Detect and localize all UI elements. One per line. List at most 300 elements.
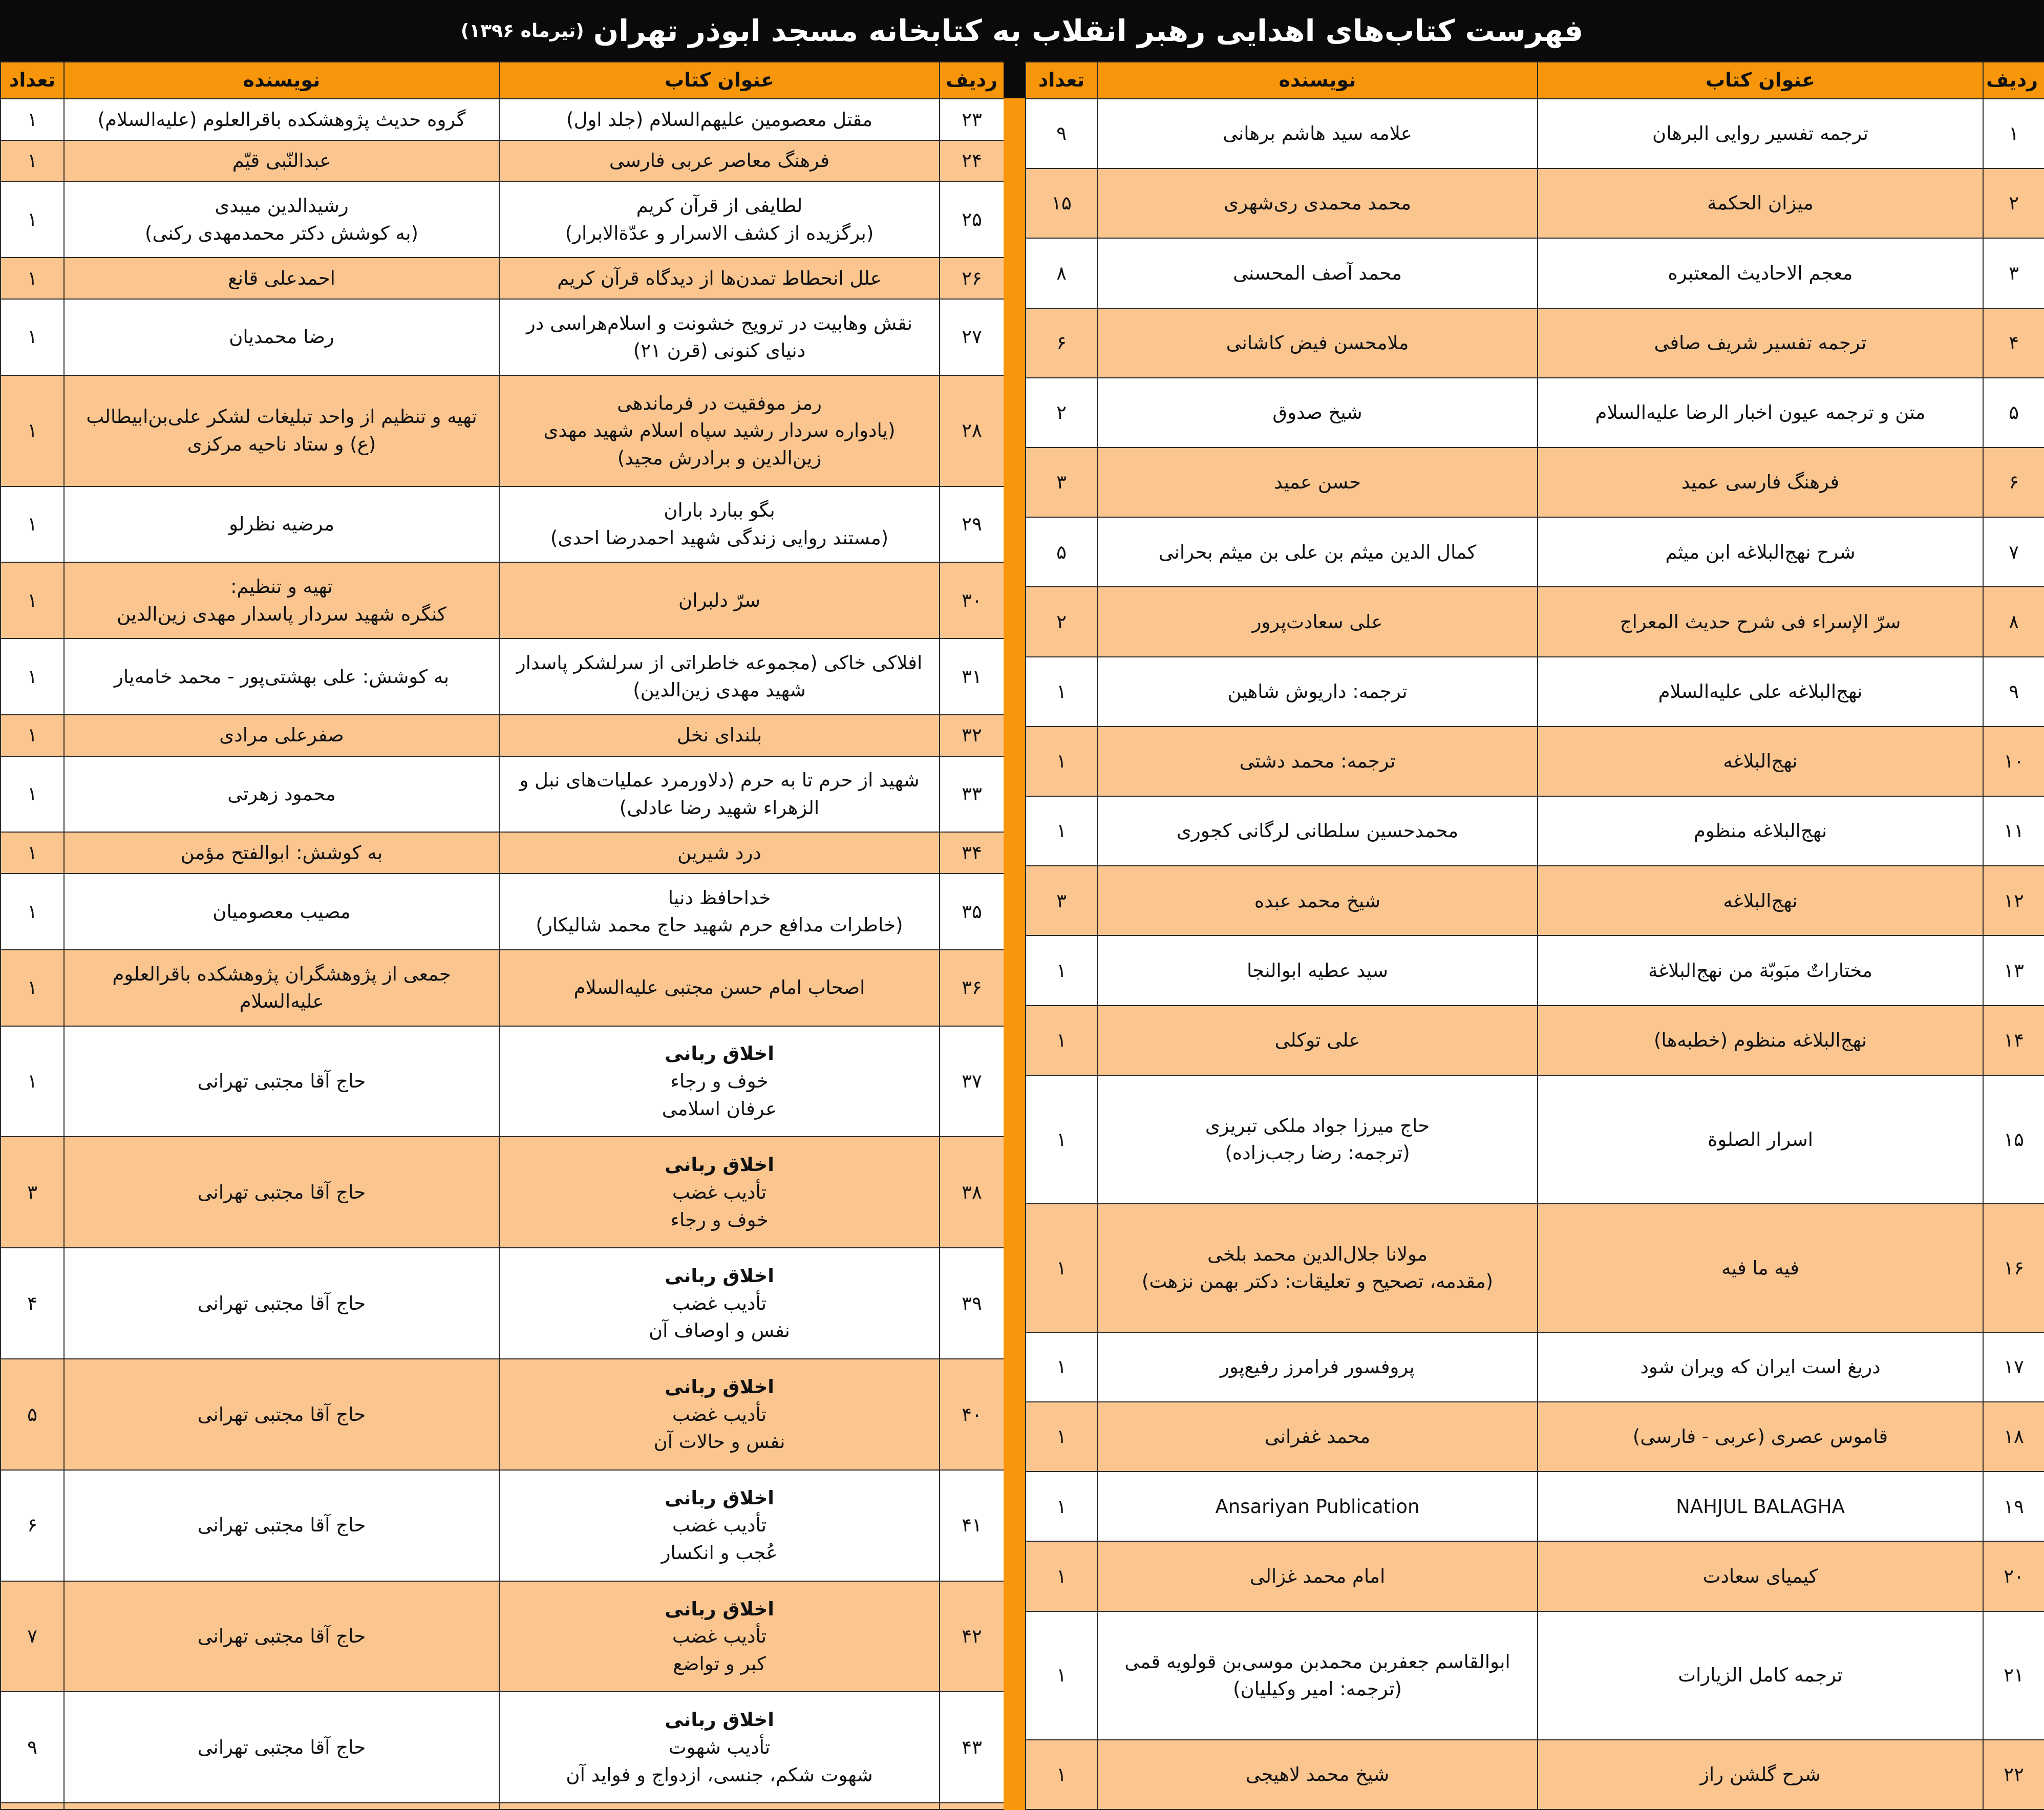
count-cell: ۱ (1, 562, 64, 638)
table-row (1026, 99, 2044, 168)
book-title-line: عُجب و انکسار (661, 1542, 778, 1564)
row-number-cell: ۴۱ (940, 1470, 1004, 1581)
table-row (1026, 1611, 2044, 1740)
book-title-line: ترجمه کامل الزیارات (1678, 1664, 1843, 1687)
count-cell: ۸ (1026, 238, 1097, 308)
row-number-cell: ۳۰ (940, 562, 1004, 638)
book-title-line: تأدیب غضب (672, 1181, 767, 1203)
book-title-line: مقتل معصومین علیهم‌السلام (جلد اول) (566, 108, 872, 131)
book-title-cell (499, 99, 940, 140)
row-number-cell: ۳۹ (940, 1248, 1004, 1359)
col-header-row-no: ردیف (1983, 62, 2044, 99)
book-title-cell (499, 1470, 940, 1581)
book-title-cell (499, 715, 940, 756)
author-cell (64, 832, 499, 874)
book-title-line: نهج‌البلاغه (1723, 750, 1798, 773)
col-header-book-title: عنوان کتاب (499, 62, 940, 99)
book-title-cell (499, 1137, 940, 1248)
row-number-cell: ۲۳ (940, 99, 1004, 140)
author-cell (1097, 657, 1538, 727)
book-title-line: درد شیرین (677, 841, 761, 864)
book-title-line: شهوت شکم، جنسی، ازدواج و فواید آن (566, 1763, 873, 1786)
count-cell: ۱۵ (1026, 168, 1097, 238)
count-cell: ۱ (1026, 935, 1097, 1005)
table-header-row (1, 62, 1004, 99)
author-line: عبدالنّبی قیّم (232, 150, 331, 172)
book-title-cell (1538, 1740, 1983, 1809)
author-cell (1097, 1006, 1538, 1075)
book-title-cell (499, 486, 940, 563)
author-line: (مقدمه، تصحیح و تعلیقات: دکتر بهمن نزهت) (1141, 1270, 1494, 1293)
count-cell: ۱ (1026, 796, 1097, 866)
count-cell: ۵ (1026, 517, 1097, 587)
book-title-cell (1538, 238, 1983, 308)
row-number-cell (940, 1803, 1004, 1809)
count-cell: ۱ (1026, 657, 1097, 727)
author-cell (64, 874, 499, 950)
book-title-cell (499, 1248, 940, 1359)
row-number-cell: ۳۴ (940, 832, 1004, 874)
book-title-line: خداحافظ دنیا (668, 886, 771, 909)
book-title-cell (499, 181, 940, 258)
count-cell: ۱ (1026, 1740, 1097, 1809)
author-line: گروه حدیث پژوهشکده باقرالعلوم (علیه‌السلام) (97, 108, 466, 131)
book-title-line: (مستند روایی زندگی شهید احمدرضا احدی) (550, 526, 889, 549)
row-number-cell: ۹ (1983, 657, 2044, 727)
author-cell (1097, 99, 1538, 168)
book-title-line: اصحاب امام حسن مجتبی علیه‌السلام (573, 976, 865, 999)
author-line: علیه‌السلام (239, 990, 324, 1013)
row-number-cell: ۱۸ (1983, 1402, 2044, 1472)
table-row (1026, 935, 2044, 1005)
author-line: مصیب معصومیان (212, 900, 351, 923)
table-row (1, 1137, 1004, 1248)
book-title-cell (1538, 1006, 1983, 1075)
author-line: ملامحسن فیض کاشانی (1226, 331, 1409, 354)
row-number-cell: ۲۲ (1983, 1740, 2044, 1809)
table-row (1, 638, 1004, 715)
book-title-line: نفس و حالات آن (653, 1431, 785, 1453)
count-cell: ۹ (1026, 99, 1097, 168)
row-number-cell: ۲۵ (940, 181, 1004, 258)
author-cell (64, 950, 499, 1026)
book-title-line: افلاکی خاکی (مجموعه خاطراتی از سرلشکر پاسدار (516, 651, 923, 674)
book-title-line: فرهنگ فارسی عمید (1681, 471, 1840, 494)
table-row (1, 258, 1004, 299)
book-title-line: عرفان اسلامی (662, 1097, 777, 1120)
author-cell (1097, 238, 1538, 308)
divider-cap (1004, 61, 1025, 98)
author-line: (ترجمه: رضا رجب‌زاده) (1225, 1142, 1410, 1164)
book-title-cell (1538, 99, 1983, 168)
book-title-line: تأدیب غضب (672, 1403, 767, 1425)
count-cell: ۱ (1026, 1402, 1097, 1472)
count-cell: ۱ (1, 950, 64, 1026)
book-title-line: مختاراتٌ مبَوبّة من نهج‌البلاغة (1648, 959, 1872, 982)
book-title-cell (499, 375, 940, 486)
author-line: مرضیه نظرلو (229, 513, 334, 536)
book-title-cell (499, 258, 940, 299)
book-title-line: سرّ دلبران (678, 589, 760, 611)
table-row (1, 1803, 1004, 1809)
count-cell: ۲ (1026, 587, 1097, 656)
table-row (1026, 657, 2044, 727)
author-cell (1097, 935, 1538, 1005)
author-line: جمعی از پژوهشگران پژوهشکده باقرالعلوم (112, 963, 451, 985)
book-title-line: نهج‌البلاغه علی علیه‌السلام (1658, 680, 1863, 702)
book-title-line: (برگزیده از کشف الاسرار و عدّة‌الابرار) (565, 222, 874, 244)
table-row (1026, 1740, 2044, 1809)
book-title-cell (1538, 1541, 1983, 1611)
table-row (1026, 517, 2044, 587)
author-line: حسن عمید (1274, 471, 1361, 494)
book-title-cell (1538, 308, 1983, 378)
book-title-line: خوف و رجاء (670, 1208, 769, 1231)
book-title-line: قاموس عصری (عربی - فارسی) (1632, 1425, 1888, 1448)
row-number-cell: ۳۷ (940, 1026, 1004, 1137)
book-title-line: اسرار الصلوة (1708, 1128, 1813, 1151)
count-cell: ۱ (1, 299, 64, 375)
book-title-cell (1538, 935, 1983, 1005)
book-title-line: خوف و رجاء (670, 1070, 769, 1093)
count-cell: ۳ (1, 1137, 64, 1248)
author-cell (1097, 1740, 1538, 1809)
count-cell: ۱ (1026, 1332, 1097, 1402)
row-number-cell: ۱۱ (1983, 796, 2044, 866)
row-number-cell: ۲۷ (940, 299, 1004, 375)
author-line: محمد غفرانی (1264, 1425, 1371, 1448)
author-line: (به کوشش دکتر محمدمهدی رکنی) (145, 222, 418, 244)
book-title-cell (1538, 517, 1983, 587)
author-cell (64, 140, 499, 182)
table-row (1, 1248, 1004, 1359)
book-title-line: تأدیب شهوت (668, 1736, 771, 1758)
table-row (1, 140, 1004, 182)
table-row (1, 299, 1004, 375)
author-line: حاج آقا مجتبی تهرانی (197, 1403, 366, 1425)
author-cell (1097, 1075, 1538, 1204)
book-title-cell (1538, 657, 1983, 727)
author-cell (1097, 587, 1538, 656)
count-cell (1, 1803, 64, 1809)
table-row (1026, 238, 2044, 308)
col-header-author: نویسنده (64, 62, 499, 99)
book-title-line: بلندای نخل (676, 724, 762, 747)
author-line: کمال الدین میثم بن علی بن میثم بحرانی (1158, 541, 1477, 563)
table-row (1026, 587, 2044, 656)
table-row (1026, 1332, 2044, 1402)
count-cell: ۱ (1, 874, 64, 950)
row-number-cell: ۲۶ (940, 258, 1004, 299)
book-title-cell (499, 832, 940, 874)
author-line: کنگره شهید سردار پاسدار مهدی زین‌الدین (117, 603, 446, 625)
table-row (1026, 727, 2044, 796)
book-series-title: اخلاق ربانی (665, 1709, 774, 1731)
row-number-cell: ۴۰ (940, 1359, 1004, 1470)
book-title-line: نهج‌البلاغه منظوم (1693, 820, 1827, 842)
table-row (1, 486, 1004, 563)
right-table-body (1026, 99, 2044, 1809)
table-row (1, 99, 1004, 140)
count-cell: ۴ (1, 1248, 64, 1359)
count-cell: ۱ (1, 140, 64, 182)
author-cell (1097, 1541, 1538, 1611)
table-row (1, 832, 1004, 874)
author-cell (1097, 1611, 1538, 1740)
table-row (1, 375, 1004, 486)
left-table-wrap (0, 61, 1004, 1810)
author-line: رشیدالدین میبدی (215, 195, 349, 217)
count-cell: ۱ (1, 715, 64, 756)
book-title-line: شهید از حرم تا به حرم (دلاورمرد عملیات‌های نبل و (519, 769, 920, 792)
book-title-cell (499, 1581, 940, 1692)
book-series-title: اخلاق ربانی (665, 1154, 774, 1176)
table-row (1, 562, 1004, 638)
book-title-line: دریغ است ایران که ویران شود (1640, 1356, 1881, 1378)
table-row (1, 1470, 1004, 1581)
author-cell (1097, 517, 1538, 587)
row-number-cell: ۱۵ (1983, 1075, 2044, 1204)
book-title-cell (499, 1803, 940, 1809)
book-title-line: تأدیب غضب (672, 1514, 767, 1537)
book-title-cell (1538, 1332, 1983, 1402)
author-cell (64, 1692, 499, 1803)
author-line: علی توکلی (1274, 1029, 1360, 1051)
table-row (1026, 1402, 2044, 1472)
book-title-line: فرهنگ معاصر عربی فارسی (609, 150, 830, 172)
col-header-row-no: ردیف (940, 62, 1004, 99)
author-cell (1097, 378, 1538, 448)
count-cell: ۱ (1, 638, 64, 715)
count-cell: ۷ (1, 1581, 64, 1692)
book-title-cell (499, 140, 940, 182)
count-cell: ۳ (1026, 448, 1097, 517)
author-line: علامه سید هاشم برهانی (1223, 122, 1412, 145)
table-row (1026, 308, 2044, 378)
row-number-cell: ۴ (1983, 308, 2044, 378)
author-cell (64, 486, 499, 563)
author-line: به کوشش: علی بهشتی‌پور - محمد خامه‌یار (114, 665, 449, 688)
book-title-line: فیه ما فیه (1721, 1257, 1799, 1279)
count-cell: ۳ (1026, 866, 1097, 935)
count-cell: ۹ (1, 1692, 64, 1803)
book-title-line: رمز موفقیت در فرماندهی (617, 392, 822, 414)
row-number-cell: ۲۱ (1983, 1611, 2044, 1740)
book-title-line: (خاطرات مدافع حرم شهید حاج محمد شالیکار) (536, 914, 903, 936)
table-row (1026, 168, 2044, 238)
author-line: حاج آقا مجتبی تهرانی (197, 1625, 366, 1648)
count-cell: ۱ (1026, 1611, 1097, 1740)
book-series-title: اخلاق ربانی (665, 1265, 774, 1287)
row-number-cell: ۵ (1983, 378, 2044, 448)
author-line: (ترجمه: امیر وکیلیان) (1233, 1678, 1402, 1700)
right-table-wrap (1025, 61, 2044, 1810)
book-title-cell (1538, 1075, 1983, 1204)
author-line: ترجمه: محمد دشتی (1239, 750, 1396, 773)
author-cell (64, 756, 499, 833)
book-title-cell (1538, 1402, 1983, 1472)
table-row (1026, 796, 2044, 866)
table-row (1026, 448, 2044, 517)
book-title-cell (1538, 1204, 1983, 1332)
row-number-cell: ۶ (1983, 448, 2044, 517)
author-line: تهیه و تنظیم از واحد تبلیغات لشکر علی‌بن‌ابیطالب (86, 406, 477, 428)
author-line: احمدعلی قانع (228, 267, 335, 289)
author-cell (64, 562, 499, 638)
author-line: محمدحسین سلطانی لرگانی کجوری (1176, 820, 1459, 842)
author-line: شیخ صدوق (1272, 401, 1362, 424)
author-cell (1097, 1204, 1538, 1332)
book-title-line: ترجمه تفسیر روایی البرهان (1652, 122, 1868, 145)
table-row (1, 715, 1004, 756)
book-title-line: (یادواره سردار رشید سپاه اسلام شهید مهدی (543, 419, 896, 442)
row-number-cell: ۳ (1983, 238, 2044, 308)
table-row (1026, 866, 2044, 935)
book-title-cell (499, 1359, 940, 1470)
row-number-cell: ۴۲ (940, 1581, 1004, 1692)
book-series-title: اخلاق ربانی (665, 1486, 774, 1509)
book-title-line: الزهراء شهید رضا عادلی) (619, 796, 820, 819)
count-cell: ۱ (1, 832, 64, 874)
count-cell: ۱ (1, 1026, 64, 1137)
count-cell: ۱ (1026, 1075, 1097, 1204)
count-cell: ۱ (1, 486, 64, 563)
count-cell: ۱ (1, 258, 64, 299)
author-line: پروفسور فرامرز رفیع‌پور (1220, 1356, 1415, 1378)
author-line: Ansariyan Publication (1215, 1495, 1420, 1518)
author-cell (1097, 448, 1538, 517)
page-subtitle: (تیرماه ۱۳۹۶) (460, 20, 584, 41)
book-title-cell (1538, 587, 1983, 656)
author-cell (64, 99, 499, 140)
book-title-cell (1538, 1611, 1983, 1740)
book-title-cell (1538, 727, 1983, 796)
book-title-line: لطایفی از قرآن کریم (636, 195, 803, 217)
author-line: شیخ محمد لاهیجی (1245, 1763, 1390, 1785)
row-number-cell: ۲۰ (1983, 1541, 2044, 1611)
book-title-line: نهج‌البلاغه (1723, 889, 1798, 912)
row-number-cell: ۲۸ (940, 375, 1004, 486)
author-cell (1097, 1332, 1538, 1402)
book-title-line: کبر و تواضع (673, 1652, 766, 1675)
table-row (1, 1359, 1004, 1470)
book-title-cell (1538, 378, 1983, 448)
book-title-cell (1538, 448, 1983, 517)
table-row (1026, 1541, 2044, 1611)
table-row (1026, 378, 2044, 448)
center-divider (1004, 61, 1025, 1810)
table-row (1, 756, 1004, 833)
author-cell (64, 299, 499, 375)
author-line: امام محمد غزالی (1249, 1565, 1386, 1587)
count-cell: ۱ (1, 756, 64, 833)
author-line: رضا محمدیان (229, 326, 334, 348)
book-title-line: ترجمه تفسیر شریف صافی (1654, 331, 1867, 354)
author-line: محمد آصف المحسنی (1233, 262, 1402, 284)
table-row (1026, 1006, 2044, 1075)
row-number-cell: ۳۵ (940, 874, 1004, 950)
col-header-author: نویسنده (1097, 62, 1538, 99)
col-header-count: تعداد (1, 62, 64, 99)
count-cell: ۱ (1, 181, 64, 258)
count-cell: ۱ (1026, 1541, 1097, 1611)
row-number-cell: ۱۶ (1983, 1204, 2044, 1332)
author-line: حاج آقا مجتبی تهرانی (197, 1736, 366, 1758)
col-header-book-title: عنوان کتاب (1538, 62, 1983, 99)
book-title-line: شهید مهدی زین‌الدین) (633, 679, 806, 701)
book-title-line: علل انحطاط تمدن‌ها از دیدگاه قرآن کریم (557, 267, 882, 289)
row-number-cell: ۳۱ (940, 638, 1004, 715)
author-line: صفرعلی مرادی (219, 724, 344, 747)
author-line: سید عطیه ابوالنجا (1246, 959, 1389, 982)
book-title-line: نقش وهابیت در ترویج خشونت و اسلام‌هراسی در (526, 312, 913, 334)
count-cell: ۱ (1026, 727, 1097, 796)
author-line: ترجمه: داریوش شاهین (1227, 680, 1408, 702)
book-title-cell (499, 1692, 940, 1803)
book-title-line: بگو ببارد باران (664, 499, 775, 522)
title-bar (0, 0, 2044, 61)
author-cell (1097, 168, 1538, 238)
table-row (1, 1581, 1004, 1692)
table-row (1026, 1472, 2044, 1541)
book-series-title: اخلاق ربانی (665, 1375, 774, 1398)
author-cell (1097, 308, 1538, 378)
book-title-line: کیمیای سعادت (1702, 1565, 1818, 1587)
row-number-cell: ۲ (1983, 168, 2044, 238)
book-title-line: سرّ الإسراء فی شرح حدیث المعراج (1620, 610, 1901, 633)
count-cell: ۱ (1026, 1204, 1097, 1332)
row-number-cell: ۱ (1983, 99, 2044, 168)
author-cell (1097, 866, 1538, 935)
book-title-line: میزان الحکمة (1707, 192, 1814, 215)
table-row (1, 1692, 1004, 1803)
books-table-left (0, 61, 1005, 1810)
book-title-cell (499, 1026, 940, 1137)
count-cell: ۱ (1, 99, 64, 140)
book-title-line: زین‌الدین و برادرش مجید) (617, 446, 822, 469)
left-table-body (1, 99, 1004, 1809)
book-title-line: نهج‌البلاغه منظوم (خطبه‌ها) (1654, 1029, 1867, 1051)
book-series-title: اخلاق ربانی (665, 1598, 774, 1620)
book-title-line: دنیای کنونی (قرن ۲۱) (633, 339, 806, 362)
table-row (1, 1026, 1004, 1137)
col-header-count: تعداد (1026, 62, 1097, 99)
author-line: (ع) و ستاد ناحیه مرکزی (187, 433, 376, 456)
author-line: حاج آقا مجتبی تهرانی (197, 1514, 366, 1537)
author-cell (64, 1137, 499, 1248)
table-row (1, 181, 1004, 258)
author-cell (64, 1359, 499, 1470)
books-table-right (1025, 61, 2044, 1810)
count-cell: ۱ (1026, 1472, 1097, 1541)
author-line: حاج آقا مجتبی تهرانی (197, 1292, 366, 1314)
row-number-cell: ۳۸ (940, 1137, 1004, 1248)
author-line: مولانا جلال‌الدین محمد بلخی (1207, 1243, 1428, 1265)
book-title-cell (499, 950, 940, 1026)
row-number-cell: ۳۳ (940, 756, 1004, 833)
count-cell: ۶ (1, 1470, 64, 1581)
book-title-cell (499, 638, 940, 715)
row-number-cell: ۷ (1983, 517, 2044, 587)
book-title-cell (1538, 796, 1983, 866)
book-title-line: تأدیب غضب (672, 1625, 767, 1648)
author-cell (64, 258, 499, 299)
author-cell (64, 1248, 499, 1359)
book-title-cell (1538, 1472, 1983, 1541)
row-number-cell: ۸ (1983, 587, 2044, 656)
row-number-cell: ۱۷ (1983, 1332, 2044, 1402)
author-line: علی سعادت‌پرور (1252, 610, 1383, 633)
